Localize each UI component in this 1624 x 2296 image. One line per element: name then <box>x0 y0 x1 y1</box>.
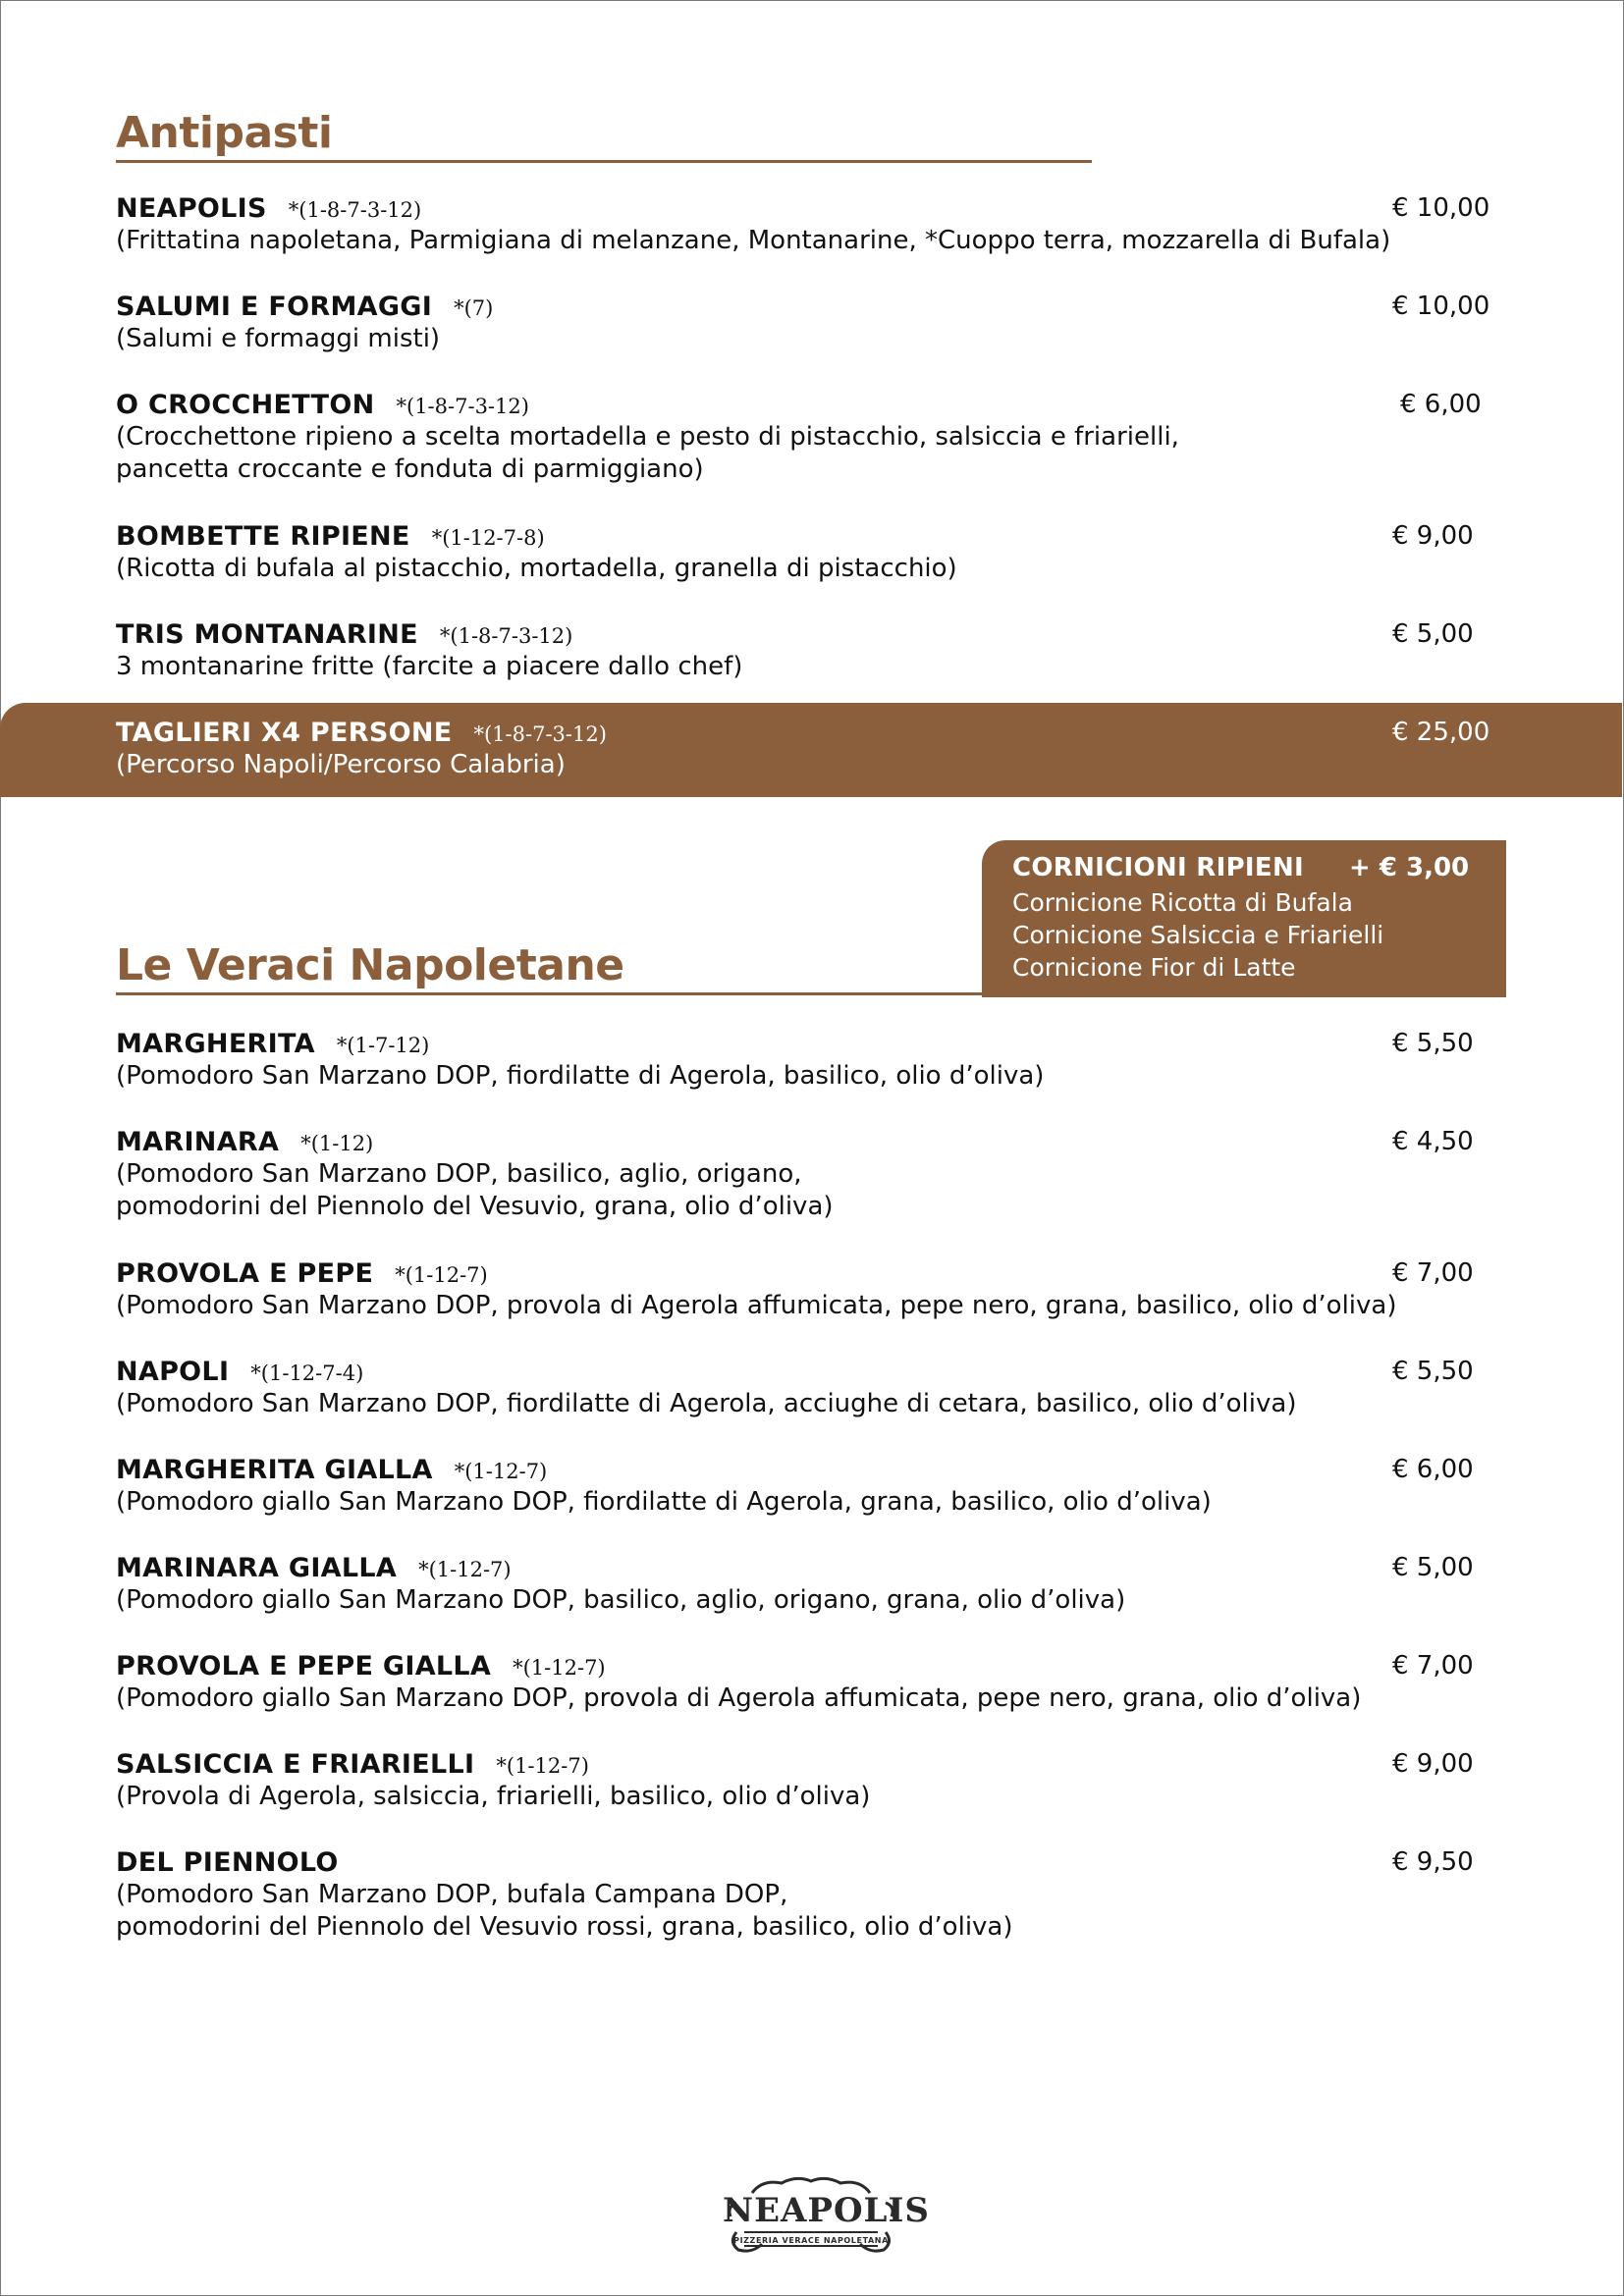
cornicioni-option: Cornicione Salsiccia e Friarielli <box>1012 921 1384 949</box>
menu-item <box>116 1552 1490 1617</box>
logo-tagline: PIZZERIA VERACE NAPOLETANA <box>733 2236 889 2245</box>
item-name: PROVOLA E PEPE GIALLA <box>116 1651 492 1682</box>
item-allergens: *(1-7-12) <box>336 1034 430 1057</box>
menu-item <box>116 520 1490 585</box>
item-name: DEL PIENNOLO <box>116 1847 339 1878</box>
menu-item <box>116 1126 1490 1223</box>
item-description: (Pomodoro giallo San Marzano DOP, fiordilatte di Agerola, grana, basilico, olio d’oliva) <box>116 1487 1212 1517</box>
cornicioni-title: CORNICIONI RIPIENI <box>1012 853 1304 882</box>
cornicioni-price: + € 3,00 <box>1349 853 1470 882</box>
item-allergens: *(1-8-7-3-12) <box>439 624 573 648</box>
item-allergens: *(1-12-7-4) <box>250 1362 364 1385</box>
menu-item <box>116 291 1490 355</box>
item-price: € 4,50 <box>1392 1127 1474 1156</box>
item-allergens: *(1-12) <box>300 1132 374 1155</box>
item-name: TRIS MONTANARINE <box>116 619 418 650</box>
item-description: (Pomodoro San Marzano DOP, provola di Agerola affumicata, pepe nero, grana, basilico, olio d’oliva) <box>116 1291 1397 1320</box>
item-name: NAPOLI <box>116 1357 230 1387</box>
item-price: € 5,50 <box>1392 1357 1474 1386</box>
menu-item <box>116 618 1490 683</box>
antipasti-title: Antipasti <box>116 108 333 158</box>
item-price: € 7,00 <box>1392 1651 1474 1681</box>
item-allergens: *(1-12-7) <box>454 1460 548 1483</box>
item-description: (Pomodoro giallo San Marzano DOP, provola di Agerola affumicata, pepe nero, grana, olio d’oliva) <box>116 1683 1362 1713</box>
item-price: € 10,00 <box>1392 193 1490 223</box>
menu-item <box>116 389 1490 486</box>
item-description: (Pomodoro San Marzano DOP, basilico, aglio, origano, pomodorini del Piennolo del Vesuvio, grana, olio d’oliva) <box>116 1159 834 1221</box>
item-price: € 10,00 <box>1392 292 1490 321</box>
cornicioni-option: Cornicione Ricotta di Bufala <box>1012 888 1353 917</box>
item-name: TAGLIERI X4 PERSONE <box>116 718 453 748</box>
item-description: (Pomodoro San Marzano DOP, fiordilatte di Agerola, acciughe di cetara, basilico, olio d’oliva) <box>116 1389 1297 1418</box>
item-description: (Pomodoro giallo San Marzano DOP, basilico, aglio, origano, grana, olio d’oliva) <box>116 1585 1126 1615</box>
item-price: € 5,50 <box>1392 1029 1474 1058</box>
cornicioni-options <box>1012 886 1383 984</box>
item-description: (Percorso Napoli/Percorso Calabria) <box>116 750 566 779</box>
item-name: MARINARA GIALLA <box>116 1553 398 1583</box>
item-allergens: *(1-12-7) <box>395 1263 488 1287</box>
item-name: O CROCCHETTON <box>116 390 375 420</box>
item-name: MARGHERITA <box>116 1029 315 1059</box>
item-name: SALUMI E FORMAGGI <box>116 292 433 322</box>
item-description: (Pomodoro San Marzano DOP, bufala Campana DOP, pomodorini del Piennolo del Vesuvio rossi, grana, basilico, olio d’oliva) <box>116 1880 1013 1942</box>
item-price: € 9,00 <box>1392 521 1474 551</box>
veraci-title-rule <box>116 992 984 995</box>
item-price: € 25,00 <box>1392 718 1490 747</box>
item-price: € 9,00 <box>1392 1749 1474 1779</box>
menu-item <box>116 192 1490 257</box>
item-allergens: *(1-12-7-8) <box>431 526 545 550</box>
item-allergens: *(1-8-7-3-12) <box>396 395 529 418</box>
item-name: MARINARA <box>116 1127 280 1157</box>
item-name: MARGHERITA GIALLA <box>116 1455 433 1485</box>
menu-item <box>116 1028 1490 1093</box>
item-name: NEAPOLIS <box>116 193 267 224</box>
menu-item <box>116 1356 1490 1420</box>
item-description: (Crocchettone ripieno a scelta mortadella e pesto di pistacchio, salsiccia e friarielli, pancetta croccante e fonduta di parmiggiano) <box>116 422 1179 484</box>
item-allergens: *(1-12-7) <box>418 1558 512 1581</box>
item-description: 3 montanarine fritte (farcite a piacere dallo chef) <box>116 652 743 681</box>
menu-item <box>116 1846 1490 1944</box>
item-allergens: *(1-12-7) <box>496 1754 589 1778</box>
menu-item <box>116 1454 1490 1519</box>
item-description: (Pomodoro San Marzano DOP, fiordilatte di Agerola, basilico, olio d’oliva) <box>116 1061 1045 1091</box>
neapolis-logo <box>723 2173 930 2262</box>
item-name: BOMBETTE RIPIENE <box>116 521 410 552</box>
menu-item <box>116 1257 1490 1322</box>
antipasti-title-rule <box>116 160 1092 163</box>
item-price: € 9,50 <box>1392 1847 1474 1877</box>
item-description: (Salumi e formaggi misti) <box>116 324 441 353</box>
item-allergens: *(1-12-7) <box>513 1656 606 1680</box>
item-allergens: *(7) <box>454 296 494 320</box>
item-allergens: *(1-8-7-3-12) <box>288 198 422 222</box>
item-name: SALSICCIA E FRIARIELLI <box>116 1749 475 1780</box>
item-name: PROVOLA E PEPE <box>116 1258 374 1289</box>
item-description: (Provola di Agerola, salsiccia, friarielli, basilico, olio d’oliva) <box>116 1782 871 1811</box>
item-price: € 5,00 <box>1392 619 1474 649</box>
item-description: (Ricotta di bufala al pistacchio, mortadella, granella di pistacchio) <box>116 554 957 583</box>
menu-item-featured <box>116 717 1490 781</box>
veraci-title: Le Veraci Napoletane <box>116 940 624 990</box>
item-price: € 6,00 <box>1392 1455 1474 1484</box>
item-description: (Frittatina napoletana, Parmigiana di melanzane, Montanarine, *Cuoppo terra, mozzarella di Bufala) <box>116 226 1391 255</box>
item-price: € 6,00 <box>1400 390 1482 419</box>
menu-item <box>116 1748 1490 1813</box>
item-price: € 7,00 <box>1392 1258 1474 1288</box>
cornicioni-box <box>982 840 1506 997</box>
menu-item <box>116 1650 1490 1715</box>
item-allergens: *(1-8-7-3-12) <box>473 722 607 746</box>
logo-wordmark: NEAPOLIS <box>723 2191 930 2230</box>
item-price: € 5,00 <box>1392 1553 1474 1582</box>
cornicioni-option: Cornicione Fior di Latte <box>1012 953 1296 982</box>
